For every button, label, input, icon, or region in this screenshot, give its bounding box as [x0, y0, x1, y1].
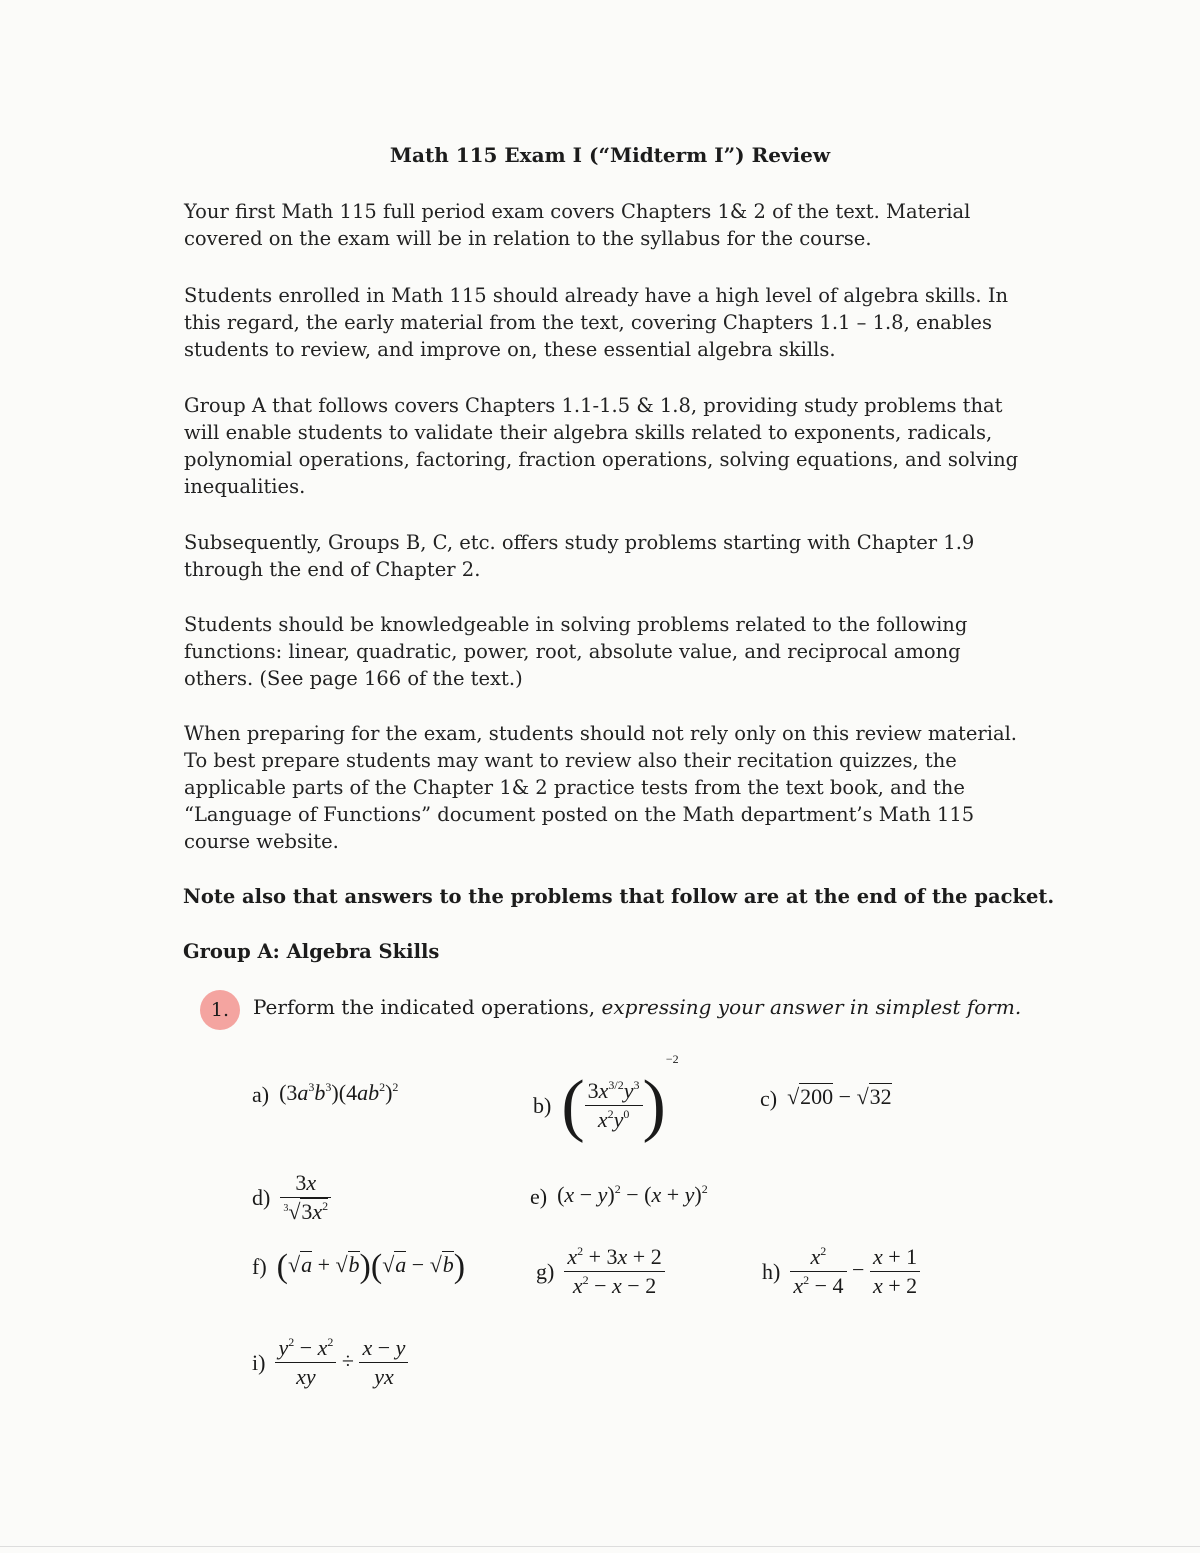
expression-e: $(x - y)^2 - (x + y)^2$: [557, 1182, 708, 1207]
part-label: d): [252, 1184, 271, 1210]
expression-i: $\frac{y^2 - x^2}{xy}$ ÷ $\frac{x - y}{yx}$: [275, 1348, 408, 1373]
instruction-text: Perform the indicated operations,: [253, 995, 602, 1019]
paragraph-line: applicable parts of the Chapter 1& 2 practice tests from the text book, and the: [184, 776, 965, 799]
paragraph-line: will enable students to validate their algebra skills related to exponents, radicals,: [184, 421, 993, 444]
expression-g: $\frac{x^2 + 3x + 2}{x^2 - x - 2}$: [564, 1244, 664, 1299]
paragraph-line: course website.: [184, 830, 339, 853]
paragraph-2: [184, 282, 1034, 363]
part-label: g): [536, 1258, 555, 1284]
part-b: [533, 1052, 679, 1144]
problem-instruction: [253, 995, 1021, 1019]
part-g: [536, 1244, 665, 1299]
expression-b: ( $\frac{3x^{3/2}y^3}{x^2y^0}$ )$^{-2}$: [561, 1052, 679, 1144]
expression-c: √200 − √32: [787, 1084, 892, 1109]
part-i: [252, 1335, 408, 1390]
paragraph-line: Subsequently, Groups B, C, etc. offers study problems starting with Chapter 1.9: [184, 531, 975, 554]
part-label: e): [530, 1183, 548, 1209]
problem-number-highlight: 1.: [200, 990, 240, 1030]
expression-f: (√a + √b)(√a − √b): [276, 1248, 466, 1285]
part-label: i): [252, 1349, 266, 1375]
paragraph-line: through the end of Chapter 2.: [184, 558, 481, 581]
answers-note: Note also that answers to the problems that follow are at the end of the packet.: [183, 885, 1055, 908]
part-h: [762, 1244, 920, 1299]
paragraph-line: Students enrolled in Math 115 should already have a high level of algebra skills. In: [184, 284, 1009, 307]
paragraph-line: this regard, the early material from the text, covering Chapters 1.1 – 1.8, enables: [184, 311, 992, 334]
part-label: b): [533, 1092, 552, 1118]
paragraph-line: “Language of Functions” document posted on the Math department’s Math 115: [184, 803, 975, 826]
part-a: [252, 1080, 398, 1108]
paragraph-line: functions: linear, quadratic, power, root, absolute value, and reciprocal among: [184, 640, 961, 663]
paragraph-line: To best prepare students may want to review also their recitation quizzes, the: [184, 749, 957, 772]
part-label: f): [252, 1254, 267, 1279]
paragraph-line: Your first Math 115 full period exam covers Chapters 1& 2 of the text. Material: [184, 200, 971, 223]
paragraph-line: covered on the exam will be in relation to the syllabus for the course.: [184, 227, 872, 250]
paragraph-1: [184, 198, 1034, 252]
paragraph-line: Group A that follows covers Chapters 1.1-1.5 & 1.8, providing study problems that: [184, 394, 1003, 417]
paragraph-6: [184, 720, 1034, 855]
part-f: [252, 1248, 465, 1286]
paragraph-3: [184, 392, 1034, 500]
expression-a: $(3a^3b^3)(4ab^2)^2$: [279, 1080, 399, 1105]
part-e: [530, 1182, 708, 1210]
paragraph-line: others. (See page 166 of the text.): [184, 667, 523, 690]
paragraph-line: When preparing for the exam, students should not rely only on this review material.: [184, 722, 1018, 745]
expression-d: $\frac{3x}{^3√3x^2}$: [280, 1170, 331, 1225]
paragraph-line: students to review, and improve on, these essential algebra skills.: [184, 338, 836, 361]
group-a-heading: Group A: Algebra Skills: [183, 940, 440, 963]
expression-h: $\frac{x^2}{x^2 - 4}$ − $\frac{x + 1}{x + 2}$: [790, 1257, 920, 1282]
part-d: [252, 1170, 331, 1225]
scan-edge: [0, 1546, 1200, 1547]
part-c: [760, 1084, 892, 1112]
part-label: c): [760, 1085, 778, 1111]
paragraph-4: [184, 529, 1034, 583]
part-label: a): [252, 1081, 270, 1107]
part-label: h): [762, 1258, 781, 1284]
page-title: Math 115 Exam I (“Midterm I”) Review: [389, 143, 831, 167]
instruction-italic: expressing your answer in simplest form.: [601, 995, 1022, 1019]
paragraph-line: Students should be knowledgeable in solving problems related to the following: [184, 613, 968, 636]
paragraph-line: polynomial operations, factoring, fraction operations, solving equations, and solving: [184, 448, 1019, 471]
paragraph-5: [184, 611, 1034, 692]
paragraph-line: inequalities.: [184, 475, 306, 498]
